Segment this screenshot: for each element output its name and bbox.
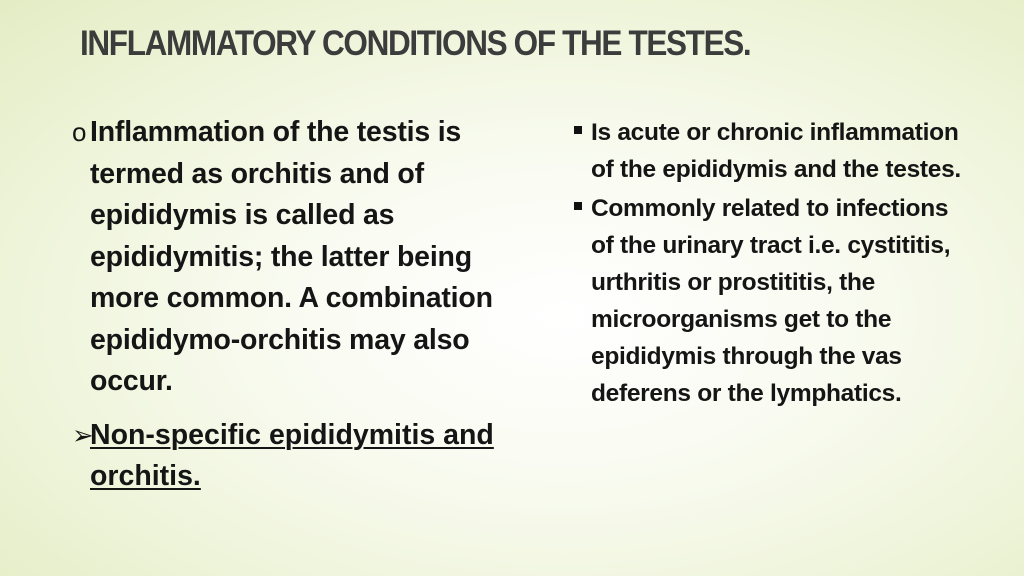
arrow-bullet-icon: ➢ — [72, 419, 94, 450]
right-bullet-item — [574, 190, 974, 412]
circle-bullet-icon: o — [72, 117, 87, 147]
right-bullet-text: Is acute or chronic inflammation of the epididymis and the testes. — [591, 119, 961, 183]
slide-title: INFLAMMATORY CONDITIONS OF THE TESTES. — [80, 24, 751, 63]
sub-item-text: Non-specific epididymitis and orchitis. — [90, 418, 494, 492]
right-column — [574, 114, 974, 414]
square-bullet-icon — [574, 126, 582, 134]
orchitis-definition-paragraph — [72, 112, 512, 403]
right-bullet-text: Commonly related to infections of the urinary tract i.e. cystititis, urthritis or prostititis, the microorganisms get to the epididymis through the vas deferens or the lymphatics. — [591, 195, 951, 407]
non-specific-epididymitis-heading — [72, 415, 512, 498]
right-bullet-item — [574, 114, 974, 188]
paragraph-text: Inflammation of the testis is termed as orchitis and of epididymis is called as epididymitis; the latter being more common. A combination epididymo-orchitis may also occur. — [90, 116, 493, 397]
square-bullet-icon — [574, 202, 582, 210]
left-column — [72, 112, 512, 498]
